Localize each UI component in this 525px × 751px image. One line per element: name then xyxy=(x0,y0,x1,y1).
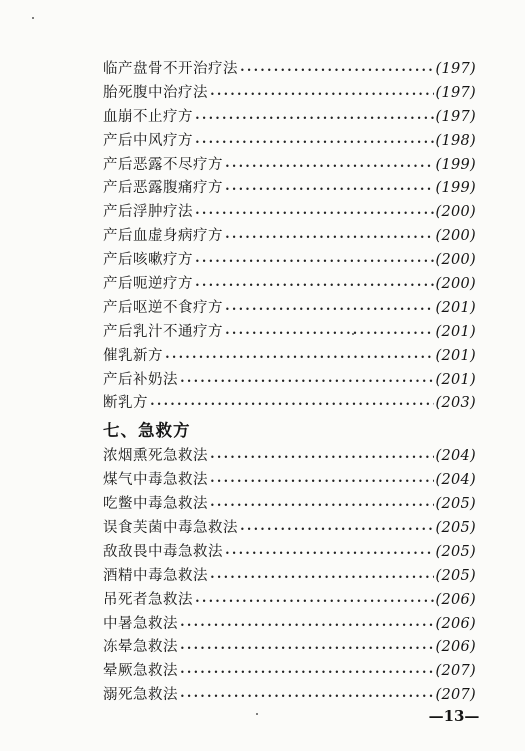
toc-entry xyxy=(103,345,476,369)
toc-entry-title: 产后补奶法 xyxy=(103,371,178,388)
toc-entry-page: (197) xyxy=(435,108,476,125)
dot-leader xyxy=(210,478,434,486)
toc-entry xyxy=(103,369,476,393)
toc-entry-page: (199) xyxy=(435,156,476,173)
scan-speck xyxy=(256,713,258,715)
toc-entry-title: 溺死急救法 xyxy=(103,687,178,704)
dot-leader xyxy=(180,622,434,630)
toc-entry-title: 产后乳汁不通疗方 xyxy=(103,323,223,340)
toc-entry-page: (200) xyxy=(435,252,476,269)
toc-entry-title: 中暑急救法 xyxy=(103,615,178,632)
toc-entry xyxy=(103,249,476,273)
toc-entry xyxy=(103,130,476,154)
toc-entry-title: 误食芙菌中毒急救法 xyxy=(103,520,238,537)
dot-leader xyxy=(195,258,434,266)
toc-entry-page: (199) xyxy=(435,180,476,197)
dot-leader xyxy=(165,354,434,362)
dot-leader xyxy=(240,526,434,534)
dot-leader xyxy=(225,163,434,171)
dot-leader xyxy=(240,67,434,75)
toc-entry-title: 产后恶露不尽疗方 xyxy=(103,156,223,173)
toc-entry xyxy=(103,392,476,416)
toc-entry-title: 敌敌畏中毒急救法 xyxy=(103,543,223,560)
toc-entry-title: 产后呕逆不食疗方 xyxy=(103,299,223,316)
toc-entry-title: 血崩不止疗方 xyxy=(103,108,193,125)
dot-leader xyxy=(180,669,434,677)
toc-group-bottom xyxy=(103,445,476,708)
toc-entry xyxy=(103,225,476,249)
toc-entry xyxy=(103,613,476,637)
toc-entry-page: (206) xyxy=(435,591,476,608)
toc-entry xyxy=(103,541,476,565)
dot-leader xyxy=(195,282,434,290)
dot-leader xyxy=(180,378,434,386)
toc-entry-page: (206) xyxy=(435,639,476,656)
toc-entry xyxy=(103,273,476,297)
toc-entry xyxy=(103,517,476,541)
toc-entry xyxy=(103,106,476,130)
toc-entry-page: (204) xyxy=(435,472,476,489)
dot-leader xyxy=(225,186,434,194)
toc-entry-page: (201) xyxy=(435,371,476,388)
dot-leader xyxy=(180,693,434,701)
toc-entry-page: (200) xyxy=(435,204,476,221)
dot-leader xyxy=(150,401,434,409)
toc-entry-title: 断乳方 xyxy=(103,395,148,412)
toc-entry-title: 晕厥急救法 xyxy=(103,663,178,680)
toc-entry xyxy=(103,58,476,82)
dot-leader xyxy=(210,91,434,99)
toc-entry-page: (197) xyxy=(435,84,476,101)
toc-entry xyxy=(103,589,476,613)
toc-entry-page: (200) xyxy=(435,276,476,293)
table-of-contents xyxy=(103,58,476,708)
toc-entry xyxy=(103,469,476,493)
toc-group-top xyxy=(103,58,476,416)
toc-entry-title: 产后浮肿疗法 xyxy=(103,204,193,221)
toc-entry-page: (205) xyxy=(435,543,476,560)
toc-entry xyxy=(103,321,476,345)
dot-leader xyxy=(210,502,434,510)
dot-leader xyxy=(195,598,434,606)
dot-leader xyxy=(195,139,434,147)
toc-entry-page: (205) xyxy=(435,520,476,537)
toc-entry xyxy=(103,493,476,517)
toc-entry-page: (203) xyxy=(435,395,476,412)
toc-entry-page: (206) xyxy=(435,615,476,632)
toc-entry xyxy=(103,636,476,660)
toc-entry-page: (207) xyxy=(435,687,476,704)
toc-entry-page: (197) xyxy=(435,61,476,77)
toc-entry-title: 冻晕急救法 xyxy=(103,639,178,656)
dot-leader xyxy=(225,306,434,314)
toc-entry-title: 煤气中毒急救法 xyxy=(103,472,208,489)
toc-entry-title: 浓烟熏死急救法 xyxy=(103,448,208,465)
toc-entry-page: (200) xyxy=(435,228,476,245)
dot-leader xyxy=(225,550,434,558)
toc-entry xyxy=(103,82,476,106)
dot-leader xyxy=(195,210,434,218)
scan-speck xyxy=(32,17,34,19)
toc-entry-title: 产后呃逆疗方 xyxy=(103,276,193,293)
toc-entry-title: 吊死者急救法 xyxy=(103,591,193,608)
toc-entry xyxy=(103,445,476,469)
toc-entry xyxy=(103,684,476,708)
toc-entry xyxy=(103,660,476,684)
toc-entry-title: 临产盘骨不开治疗法 xyxy=(103,61,238,77)
toc-entry xyxy=(103,177,476,201)
toc-entry xyxy=(103,201,476,225)
toc-entry-page: (201) xyxy=(435,299,476,316)
section-heading: 七、急救方 xyxy=(103,421,191,441)
dot-leader xyxy=(195,115,434,123)
dot-leader xyxy=(180,645,434,653)
toc-entry-title: 产后咳嗽疗方 xyxy=(103,252,193,269)
toc-entry-title: 酒精中毒急救法 xyxy=(103,567,208,584)
toc-entry-page: (205) xyxy=(435,567,476,584)
toc-entry-title: 产后恶露腹痛疗方 xyxy=(103,180,223,197)
toc-entry-page: (201) xyxy=(435,323,476,340)
toc-entry-title: 产后中风疗方 xyxy=(103,132,193,149)
toc-entry xyxy=(103,297,476,321)
toc-entry-title: 吃鳖中毒急救法 xyxy=(103,496,208,513)
dot-leader xyxy=(225,234,434,242)
toc-entry-title: 胎死腹中治疗法 xyxy=(103,84,208,101)
toc-entry-page: (204) xyxy=(435,448,476,465)
toc-entry-page: (207) xyxy=(435,663,476,680)
toc-entry-title: 产后血虚身病疗方 xyxy=(103,228,223,245)
dot-leader xyxy=(210,574,434,582)
toc-entry-title: 催乳新方 xyxy=(103,347,163,364)
toc-entry xyxy=(103,154,476,178)
toc-entry-page: (201) xyxy=(435,347,476,364)
toc-entry-page: (198) xyxy=(435,132,476,149)
dot-leader xyxy=(225,330,434,338)
page-number: —13— xyxy=(428,707,480,725)
toc-entry-page: (205) xyxy=(435,496,476,513)
dot-leader xyxy=(210,454,434,462)
toc-entry xyxy=(103,565,476,589)
